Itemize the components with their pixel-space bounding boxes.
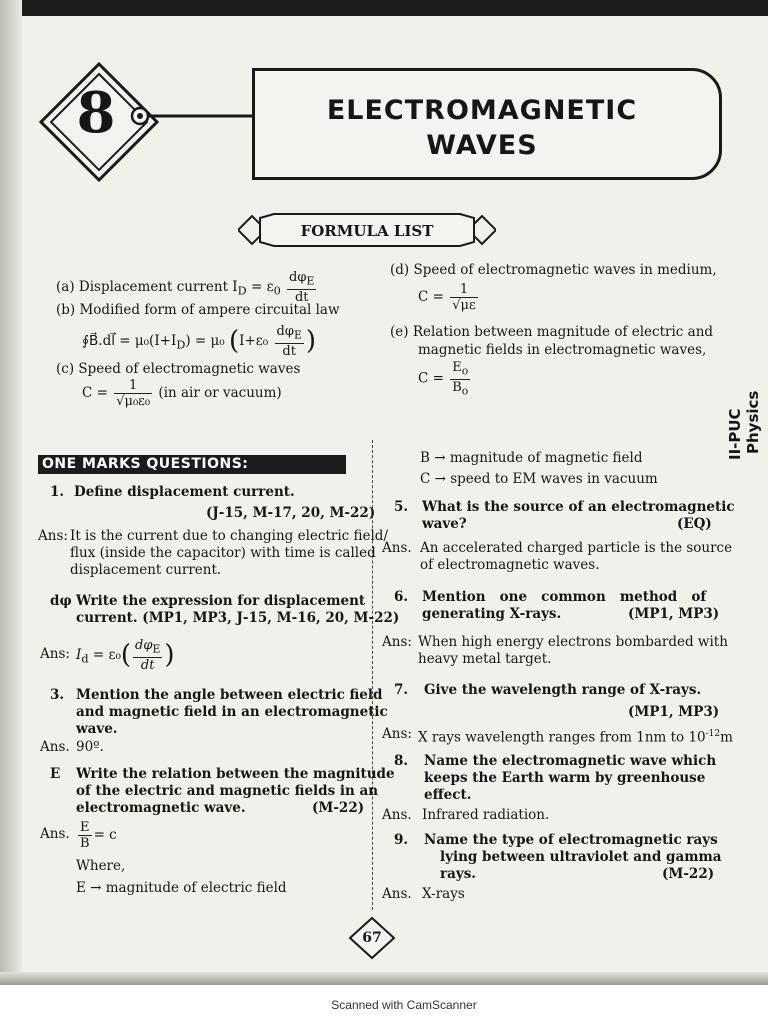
formula-c-den: √μ₀ε₀: [116, 394, 151, 409]
q9-question-line1: Name the type of electromagnetic rays: [424, 832, 718, 848]
q8-ans-label: Ans.: [382, 807, 412, 823]
q3-question-line3: wave.: [76, 721, 118, 737]
chapter-title-line2: WAVES: [426, 130, 538, 161]
q7-ans-label: Ans:: [382, 726, 412, 742]
formula-b-paren-inner: I+ε₀: [239, 332, 269, 349]
formula-a-lhs-sub: D: [237, 284, 247, 298]
formula-e-num: E: [452, 360, 462, 375]
formula-a-fraction: [287, 270, 316, 305]
q4-answer: [76, 820, 117, 851]
q4-question-line2: of the electric and magnetic fields in an: [76, 783, 379, 799]
q6-ans-line2: heavy metal target.: [418, 651, 552, 667]
bottom-scan-edge: [0, 972, 768, 985]
q1-number: 1.: [50, 484, 65, 500]
formula-d-den: √με: [452, 298, 476, 313]
formula-c-text-row: [56, 361, 300, 378]
q2-question-line2: current. (MP1, MP3, J-15, M-16, 20, M-22): [76, 610, 400, 626]
q1-question: Define displacement current.: [74, 484, 295, 500]
q5-question-line1: What is the source of an electromagnetic: [422, 499, 735, 515]
formula-b-den: dt: [282, 343, 296, 359]
q4-where: Where,: [76, 858, 126, 874]
q9-number: 9.: [394, 832, 409, 848]
formula-d-fraction: [450, 282, 477, 313]
formula-e-label: (e): [390, 324, 409, 340]
formula-a-lhs: I: [232, 278, 238, 295]
q4-question-line1: Write the relation between the magnitude: [76, 766, 395, 782]
formula-d-text: Speed of electromagnetic waves in medium,: [413, 262, 717, 278]
q5-ans-line1: An accelerated charged particle is the source: [420, 540, 733, 556]
q3-answer: 90º.: [76, 739, 104, 755]
formula-a: [56, 270, 318, 305]
formula-e-text-line2: magnetic fields in electromagnetic waves,: [418, 342, 707, 358]
chapter-title-line1: ELECTROMAGNETIC: [326, 95, 638, 126]
formula-a-eq: = ε: [250, 278, 274, 295]
q4-den: B: [80, 836, 90, 851]
q2-ans-lhs-sub: d: [81, 652, 89, 666]
q7-answer-text: X rays wavelength ranges from 1nm to 10: [418, 729, 706, 746]
q9-answer: X-rays: [422, 886, 465, 902]
q4-ans-label: Ans.: [40, 826, 70, 842]
formula-d-equation: [418, 282, 480, 313]
q4-ref: (M-22): [312, 800, 365, 816]
q3-question-line2: and magnetic field in an electromagnetic: [76, 704, 388, 720]
q2-ans-eq: = ε₀: [92, 646, 121, 663]
formula-c-label: (c): [56, 361, 75, 377]
q5-ref: (EQ): [677, 516, 712, 532]
q1-ans-line3: displacement current.: [70, 562, 222, 578]
q4-question-line3: electromagnetic wave.: [76, 800, 246, 816]
formula-a-eq-sub: 0: [273, 284, 281, 298]
formula-c-lhs: C =: [82, 385, 108, 401]
q3-ans-label: Ans.: [40, 739, 70, 755]
q7-ref: (MP1, MP3): [628, 704, 720, 720]
q2-number: dφ: [50, 593, 72, 609]
formula-b-label: (b): [56, 302, 76, 318]
q2-ans-label: Ans:: [40, 646, 70, 662]
formula-e-text-line1: Relation between magnitude of electric and: [412, 324, 714, 340]
q4-eq-rhs: = c: [93, 827, 117, 843]
formula-d-text-row: [390, 262, 717, 279]
formula-b-num: dφ: [276, 324, 294, 339]
q6-ans-label: Ans:: [382, 634, 412, 650]
q7-number: 7.: [394, 682, 409, 698]
formula-b-mid: ) = μ₀: [185, 332, 225, 349]
formula-c-fraction: [114, 378, 152, 409]
q9-question-line2: lying between ultraviolet and gamma: [440, 849, 722, 865]
q4-num: E: [78, 820, 92, 836]
formula-e-den: B: [452, 379, 462, 395]
formula-b-paren-close: ): [305, 325, 317, 356]
q7-question: Give the wavelength range of X-rays.: [424, 682, 702, 698]
q4-e-meaning: E → magnitude of electric field: [76, 880, 287, 896]
formula-c-num: 1: [114, 378, 152, 394]
q6-ref: (MP1, MP3): [628, 606, 720, 622]
formula-b-text: Modified form of ampere circuital law: [79, 302, 340, 318]
formula-d-lhs: C =: [418, 289, 444, 305]
q2-num: dφ: [135, 638, 153, 653]
q8-question-line3: effect.: [424, 787, 472, 803]
q9-ans-label: Ans.: [382, 886, 412, 902]
q1-ref: (J-15, M-17, 20, M-22): [206, 505, 376, 521]
q6-question-line2: generating X-rays.: [422, 606, 562, 622]
q8-number: 8.: [394, 753, 409, 769]
q2-den: dt: [140, 657, 155, 673]
scanner-watermark: Scanned with CamScanner: [331, 998, 477, 1012]
q4-fraction: [78, 820, 92, 851]
formula-b-num-sub: E: [293, 328, 302, 342]
q6-question-line1: Mention one common method of: [422, 589, 707, 605]
top-scan-edge: [0, 0, 768, 16]
c-meaning: C → speed to EM waves in vacuum: [420, 471, 658, 487]
q7-answer-sup: -12: [705, 729, 721, 739]
page-number: 67: [362, 930, 382, 946]
q7-answer: [418, 726, 733, 747]
q1-ans-line1: It is the current due to changing electric field/: [70, 528, 389, 544]
q8-question-line2: keeps the Earth warm by greenhouse: [424, 770, 706, 786]
formula-a-den: dt: [294, 289, 309, 305]
formula-b-text-row: [56, 302, 340, 319]
q6-number: 6.: [394, 589, 409, 605]
q2-fraction: [133, 638, 162, 673]
q1-ans-label: Ans:: [38, 528, 68, 544]
formula-a-num-sub: E: [306, 274, 315, 288]
formula-e-lhs: C =: [418, 370, 444, 387]
formula-b-paren-open: (: [229, 325, 240, 356]
formula-c-equation: [82, 378, 282, 409]
q2-ans-lhs: I: [76, 646, 82, 663]
formula-e-den-sub: o: [461, 384, 469, 398]
q2-num-sub: E: [152, 642, 161, 656]
one-marks-section-heading: ONE MARKS QUESTIONS:: [38, 455, 346, 474]
formula-list-heading: FORMULA LIST: [300, 222, 434, 240]
formula-e-fraction: [450, 360, 470, 398]
side-tab-class: II-PUC: [726, 408, 744, 460]
q9-question-line3: rays.: [440, 866, 477, 882]
formula-a-num: dφ: [289, 270, 307, 285]
formula-e-equation: [418, 360, 472, 398]
formula-a-text: Displacement current: [78, 278, 228, 295]
chapter-connector: [128, 106, 256, 126]
q5-number: 5.: [394, 499, 409, 515]
q9-ref: (M-22): [662, 866, 715, 882]
page-binding-shadow: [0, 0, 22, 985]
formula-b-left-sub: D: [176, 338, 186, 352]
q2-question-line1: Write the expression for displacement: [76, 593, 366, 609]
q2-answer: $I_d = \varepsilon_0$( $\frac{d\varphi_E}{dt}$ ): [76, 638, 175, 673]
formula-a-label: (a): [56, 278, 75, 295]
formula-c-text: Speed of electromagnetic waves: [78, 361, 301, 377]
formula-b-fraction: [275, 324, 304, 359]
formula-e-num-sub: o: [461, 364, 469, 378]
formula-b-equation: [82, 324, 316, 359]
q5-ans-line2: of electromagnetic waves.: [420, 557, 600, 573]
q4-number: E: [50, 766, 61, 782]
chapter-number: 8: [76, 80, 116, 146]
q7-answer-unit: m: [720, 729, 733, 746]
q8-question-line1: Name the electromagnetic wave which: [424, 753, 717, 769]
q3-number: 3.: [50, 687, 65, 703]
q5-question-line2: wave?: [422, 516, 467, 532]
side-tab-subject: Physics: [744, 390, 762, 454]
formula-e-text-row: [390, 324, 713, 341]
q8-answer: Infrared radiation.: [422, 807, 550, 823]
q3-question-line1: Mention the angle between electric field: [76, 687, 383, 703]
b-meaning: B → magnitude of magnetic field: [420, 450, 643, 466]
q5-ans-label: Ans.: [382, 540, 412, 556]
q1-ans-line2: flux (inside the capacitor) with time is called: [70, 545, 376, 561]
q6-ans-line1: When high energy electrons bombarded with: [418, 634, 728, 650]
formula-b-left: ∮B⃗.dl⃗ = μ₀(I+I: [82, 332, 177, 349]
formula-c-note: (in air or vacuum): [158, 385, 282, 401]
formula-d-label: (d): [390, 262, 410, 278]
formula-d-num: 1: [450, 282, 477, 298]
